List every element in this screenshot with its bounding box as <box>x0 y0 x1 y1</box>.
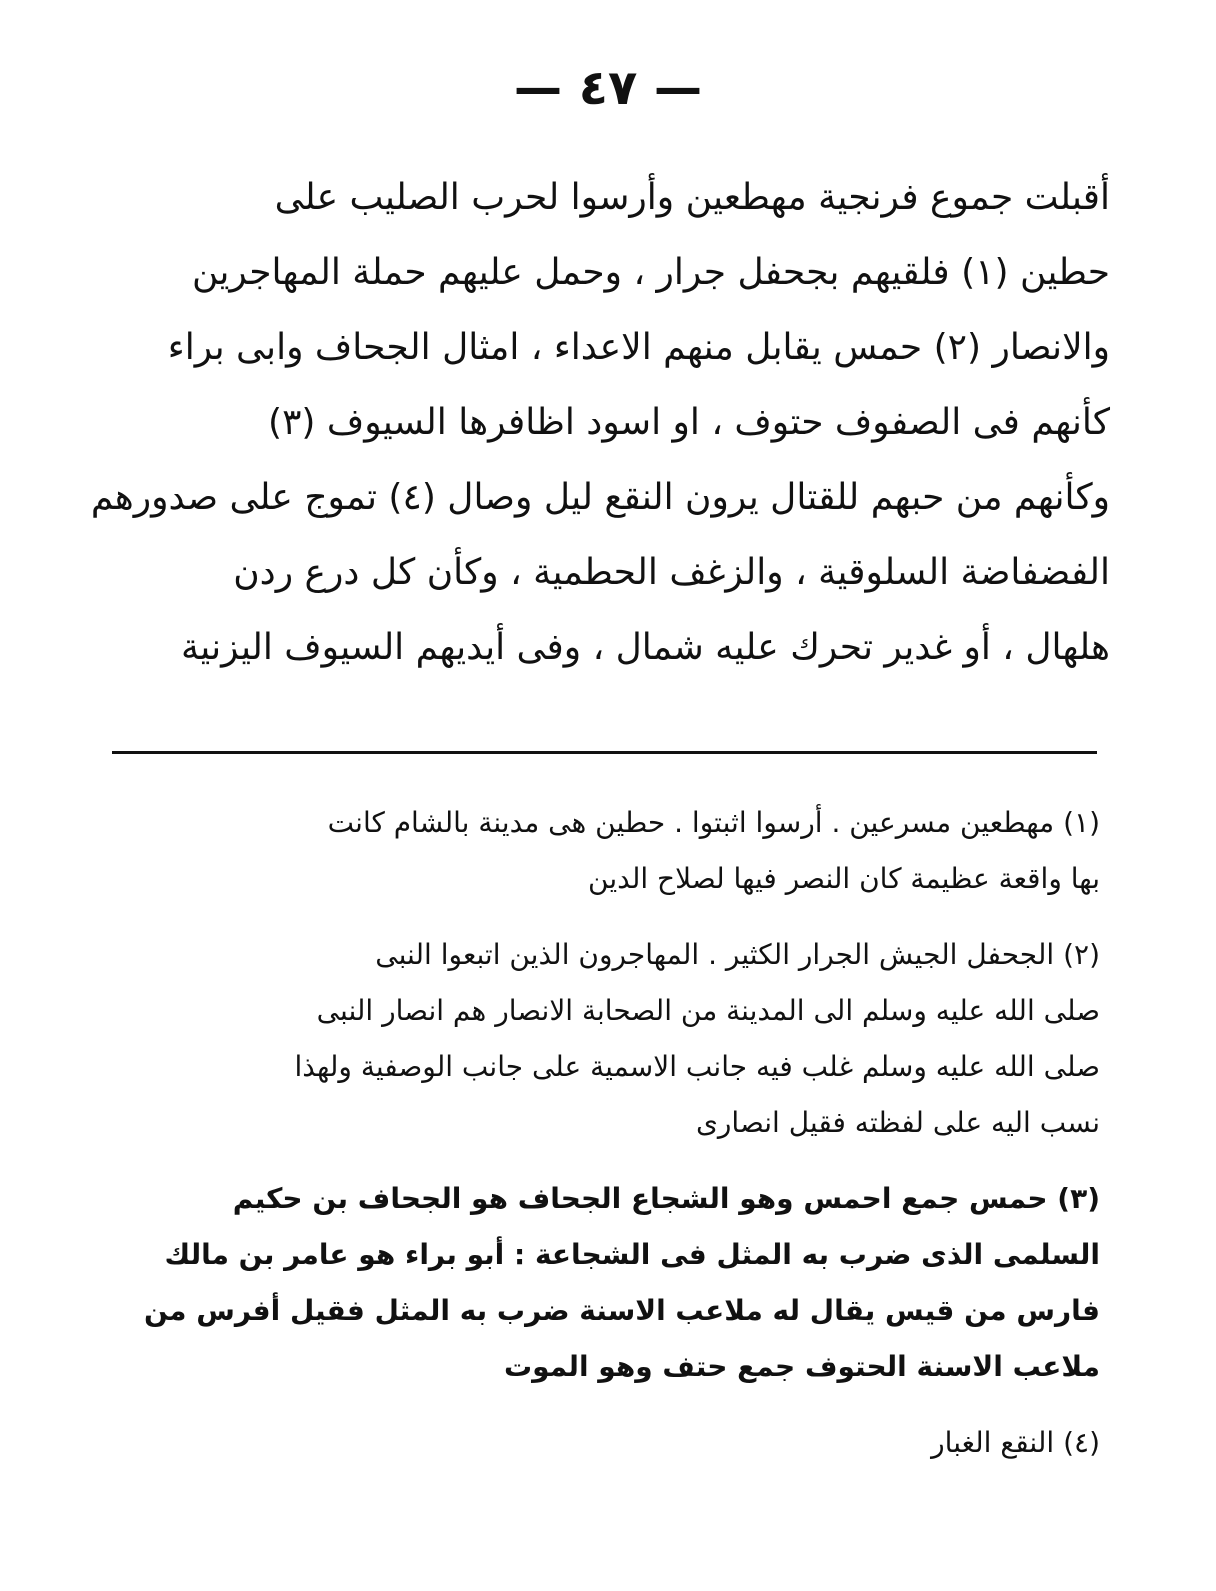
main-text-line: أقبلت جموع فرنجية مهطعين وأرسوا لحرب الصليب على <box>274 177 1110 218</box>
footnote-line: (١) مهطعين مسرعين . أرسوا اثبتوا . حطين هى مدينة بالشام كانت <box>327 806 1100 839</box>
footnote-line: صلى الله عليه وسلم غلب فيه جانب الاسمية على جانب الوصفية ولهذا <box>294 1050 1100 1083</box>
main-text-line: هلهال ، أو غدير تحرك عليه شمال ، وفى أيديهم السيوف اليزنية <box>180 627 1110 668</box>
footnote-line: (٣) حمس جمع احمس وهو الشجاع الجحاف هو الجحاف بن حكيم <box>232 1182 1100 1215</box>
footnote-line: ملاعب الاسنة الحتوف جمع حتف وهو الموت <box>503 1350 1100 1383</box>
footnote-line: نسب اليه على لفظته فقيل انصارى <box>695 1106 1100 1139</box>
footnote-4 <box>110 1415 1100 1471</box>
footnote-3 <box>110 1171 1100 1395</box>
footnote-line: بها واقعة عظيمة كان النصر فيها لصلاح الدين <box>588 862 1100 895</box>
main-text-line: والانصار (٢) حمس يقابل منهم الاعداء ، امثال الجحاف وابى براء <box>167 327 1110 368</box>
main-text-line: كأنهم فى الصفوف حتوف ، او اسود اظافرها السيوف (٣) <box>268 402 1110 443</box>
main-text <box>90 160 1110 685</box>
page-number: — ٤٧ — <box>513 60 703 116</box>
footnote-line: السلمى الذى ضرب به المثل فى الشجاعة : أبو براء هو عامر بن مالك <box>164 1238 1100 1271</box>
footnote-line: صلى الله عليه وسلم الى المدينة من الصحابة الانصار هم انصار النبى <box>316 994 1100 1027</box>
footnote-line: (٢) الجحفل الجيش الجرار الكثير . المهاجرون الذين اتبعوا النبى <box>375 938 1100 971</box>
main-text-line: الفضفاضة السلوقية ، والزغف الحطمية ، وكأن كل درع ردن <box>233 552 1110 593</box>
footnote-line: (٤) النقع الغبار <box>931 1426 1100 1459</box>
main-text-line: حطين (١) فلقيهم بجحفل جرار ، وحمل عليهم حملة المهاجرين <box>191 252 1110 293</box>
footnote-line: فارس من قيس يقال له ملاعب الاسنة ضرب به المثل فقيل أفرس من <box>143 1294 1100 1327</box>
footnote-divider <box>112 751 1097 754</box>
footnotes <box>110 795 1100 1491</box>
footnote-2 <box>110 927 1100 1151</box>
main-text-line: وكأنهم من حبهم للقتال يرون النقع ليل وصال (٤) تموج على صدورهم <box>90 477 1110 518</box>
footnote-1 <box>110 795 1100 907</box>
